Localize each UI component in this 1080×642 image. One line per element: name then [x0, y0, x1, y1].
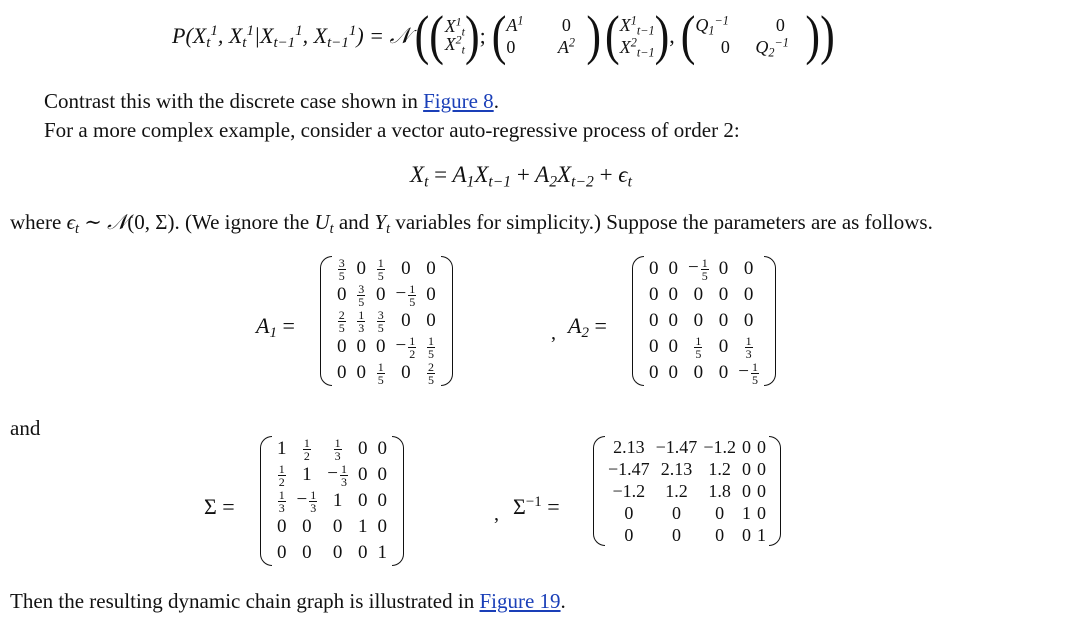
sigma_inv-cell: 0	[741, 524, 751, 545]
sigma_inv-cell: 1	[741, 502, 751, 523]
sigma-cell: 0	[357, 542, 368, 563]
a2-row	[644, 360, 764, 386]
sigma_inv-cell: −1.47	[608, 458, 650, 479]
sigma-inv-label: $\Sigma^{-1}$ =	[513, 493, 560, 519]
a2-cell: 0	[693, 310, 704, 331]
sigma-cell: 0	[357, 438, 368, 459]
sigma-cell: 0	[377, 516, 387, 537]
comma-sigma: ,	[494, 503, 499, 525]
comma-a1: ,	[551, 322, 556, 344]
sigma-cell: $\frac{1}{2}$	[303, 435, 310, 463]
p3-math-y: $Y_t$	[374, 210, 391, 237]
a1-row	[332, 360, 441, 386]
sigma_inv-cell: 0	[741, 436, 751, 457]
a2-cell: 0	[668, 362, 678, 383]
a1-cell: 0	[337, 362, 347, 383]
a1-cell: 0	[337, 336, 347, 357]
sigma_inv-cell: 0	[756, 458, 766, 479]
sigma-cell: − $\frac{1}{3}$	[327, 461, 347, 489]
a2-row	[644, 256, 764, 282]
sigma-matrix	[260, 436, 404, 566]
a1-row	[332, 256, 441, 282]
a1-cell: 0	[376, 336, 386, 357]
a1-cell: $\frac{2}{5}$	[427, 359, 434, 387]
a1-cell: 0	[356, 362, 366, 383]
a2-cell: − $\frac{1}{5}$	[738, 359, 758, 387]
sigma-row	[272, 514, 392, 540]
closing-period: .	[560, 589, 566, 613]
sigma_inv-cell: 0	[715, 524, 725, 545]
sigma_inv-cell: 0	[741, 458, 751, 479]
a2-cell: 0	[668, 336, 678, 357]
sigma_inv-cell: 0	[671, 524, 681, 545]
a2-label: $A_2$ =	[568, 313, 607, 342]
p3-part2: . (We ignore the	[174, 210, 315, 234]
a2-cell: $\frac{1}{5}$	[695, 333, 702, 361]
sigma-cell: $\frac{1}{3}$	[334, 435, 341, 463]
a1-cell: $\frac{1}{3}$	[358, 307, 365, 335]
sigma_inv-cell: 1.2	[708, 458, 731, 479]
a1-cell: 0	[356, 336, 366, 357]
paragraph-parameters	[10, 210, 933, 235]
sigma_inv-row	[605, 524, 769, 546]
sigma-row	[272, 462, 392, 488]
a2-cell: 0	[693, 362, 704, 383]
sigma-cell: 0	[332, 516, 343, 537]
a2-row	[644, 334, 764, 360]
sigma_inv-row	[605, 436, 769, 458]
header-a-matrix: $A^1$ 0 0 $A^2$	[506, 12, 575, 57]
header-prev-vector: $X^1_{t-1}$ $X^2_{t-1}$	[619, 12, 655, 59]
p3-math-u: $U_t$	[314, 210, 334, 237]
sigma-cell: $\frac{1}{3}$	[278, 487, 285, 515]
sigma_inv-cell: 0	[741, 480, 751, 501]
a2-cell: 0	[743, 284, 754, 305]
sigma-inv-matrix	[593, 436, 781, 546]
a1-row	[332, 282, 441, 308]
sigma-cell: 0	[377, 490, 387, 511]
sigma_inv-cell: 0	[624, 502, 634, 523]
sigma_inv-cell: 2.13	[613, 436, 645, 457]
a2-cell: 0	[668, 284, 678, 305]
sigma-row	[272, 488, 392, 514]
a1-cell: − $\frac{1}{5}$	[395, 281, 416, 309]
paragraph-contrast-period: .	[493, 89, 499, 113]
sigma-row	[272, 540, 392, 566]
header-lhs: $P(X_t^1$, $X_t^1|X_{t-1}^1$, $X_{t-1}^1$) = 𝒩	[172, 22, 411, 51]
a2-cell: 0	[668, 310, 678, 331]
sigma_inv-cell: 1.2	[665, 480, 688, 501]
header-top-vector: $X^1_t$ $X^2_t$	[444, 14, 465, 56]
sigma_inv-cell: 0	[756, 502, 766, 523]
sigma-cell: 0	[277, 542, 287, 563]
sigma-row	[272, 436, 392, 462]
paragraph-var-intro: For a more complex example, consider a vector auto-regressive process of order 2:	[44, 118, 740, 142]
a2-cell: 0	[649, 362, 659, 383]
a1-cell: − $\frac{1}{2}$	[395, 333, 416, 361]
a2-cell: − $\frac{1}{5}$	[688, 255, 708, 283]
sigma_inv-cell: 0	[756, 480, 766, 501]
and-text: and	[10, 416, 41, 440]
a2-cell: 0	[649, 258, 659, 279]
a2-cell: 0	[649, 336, 659, 357]
var-equation: $X_t = A_1X_{t-1} + A_2X_{t-2} + \epsilon_t$	[410, 162, 632, 191]
a2-cell: 0	[693, 284, 704, 305]
a1-row	[332, 308, 441, 334]
a1-cell: 0	[356, 258, 366, 279]
a1-cell: $\frac{1}{5}$	[377, 359, 384, 387]
a1-cell: $\frac{1}{5}$	[377, 255, 384, 283]
paragraph-contrast	[44, 89, 499, 114]
a2-cell: 0	[743, 310, 754, 331]
a1-cell: $\frac{3}{5}$	[377, 307, 384, 335]
a1-row	[332, 334, 441, 360]
a1-cell: 0	[337, 284, 347, 305]
sigma-cell: 0	[332, 542, 343, 563]
sigma_inv-row	[605, 480, 769, 502]
a2-row	[644, 282, 764, 308]
a1-cell: $\frac{3}{5}$	[358, 281, 365, 309]
p3-part1: where	[10, 210, 67, 234]
closing-text: Then the resulting dynamic chain graph is illustrated in	[10, 589, 480, 613]
sigma_inv-cell: −1.47	[655, 436, 698, 457]
a2-cell: 0	[718, 310, 729, 331]
sigma-cell: 1	[357, 516, 368, 537]
sigma_inv-row	[605, 502, 769, 524]
a1-label: $A_1$ =	[256, 313, 295, 342]
sigma-cell: 1	[332, 490, 343, 511]
a2-cell: 0	[718, 284, 729, 305]
header-q-matrix: $Q_1^{-1}$ 0 0 $Q_2^{-1}$	[695, 12, 789, 59]
sigma_inv-cell: 1.8	[708, 480, 731, 501]
sigma-cell: − $\frac{1}{3}$	[296, 487, 317, 515]
a1-cell: 0	[426, 310, 436, 331]
sigma_inv-cell: 0	[624, 524, 634, 545]
sigma-cell: 1	[277, 438, 287, 459]
sigma-cell: 0	[302, 516, 312, 537]
sigma_inv-cell: 0	[671, 502, 681, 523]
sigma-cell: 0	[357, 464, 368, 485]
sigma-label: Σ =	[204, 494, 235, 519]
a2-cell: $\frac{1}{3}$	[745, 333, 752, 361]
a1-cell: 0	[401, 258, 411, 279]
sigma_inv-cell: −1.2	[703, 436, 736, 457]
a2-row	[644, 308, 764, 334]
figure-19-link[interactable]: Figure 19	[479, 589, 561, 613]
a1-cell: 0	[401, 362, 411, 383]
header-equation: $P(X_t^1$, $X_t^1|X_{t-1}^1$, $X_{t-1}^1$) = 𝒩 (( $X^1_t$ $X^2_t$ ) ; ( $A^1$ 0 0 $A^2$ ) ( $X^1_{t-1}$ $X^2_{t-1}$ ) , ( $Q_1^{-1}$ 0 0 $Q_2^{-1}$ ))	[172, 4, 835, 67]
sigma-cell: 0	[377, 438, 387, 459]
a2-cell: 0	[718, 362, 729, 383]
a2-cell: 0	[743, 258, 754, 279]
sigma_inv-row	[605, 458, 769, 480]
a1-cell: $\frac{3}{5}$	[338, 255, 345, 283]
a2-cell: 0	[668, 258, 678, 279]
p3-math-noise: $\epsilon_t$ ∼ 𝒩(0, Σ)	[66, 210, 175, 237]
paragraph-contrast-text: Contrast this with the discrete case shown in	[44, 89, 424, 113]
a2-cell: 0	[649, 284, 659, 305]
a2-cell: 0	[649, 310, 659, 331]
p3-part3: and	[333, 210, 375, 234]
a2-matrix	[632, 256, 776, 386]
sigma-cell: $\frac{1}{2}$	[278, 461, 285, 489]
paragraph-closing	[10, 589, 566, 614]
a1-cell: 0	[426, 258, 436, 279]
sigma-cell: 0	[377, 464, 387, 485]
figure-8-link[interactable]: Figure 8	[423, 89, 494, 113]
a1-matrix	[320, 256, 453, 386]
sigma-cell: 0	[302, 542, 312, 563]
sigma_inv-cell: −1.2	[612, 480, 646, 501]
sigma-cell: 0	[357, 490, 368, 511]
a1-cell: $\frac{2}{5}$	[338, 307, 345, 335]
sigma-cell: 1	[302, 464, 312, 485]
p3-part4: variables for simplicity.) Suppose the parameters are as follows.	[390, 210, 933, 234]
sigma_inv-cell: 0	[715, 502, 725, 523]
a1-cell: 0	[376, 284, 386, 305]
a2-cell: 0	[718, 258, 729, 279]
a1-cell: 0	[401, 310, 411, 331]
a1-cell: $\frac{1}{5}$	[427, 333, 434, 361]
sigma_inv-cell: 0	[756, 436, 766, 457]
sigma_inv-cell: 2.13	[660, 458, 693, 479]
sigma_inv-cell: 1	[756, 524, 766, 545]
a1-cell: 0	[426, 284, 436, 305]
sigma-cell: 0	[277, 516, 287, 537]
a2-cell: 0	[718, 336, 729, 357]
sigma-cell: 1	[377, 542, 387, 563]
